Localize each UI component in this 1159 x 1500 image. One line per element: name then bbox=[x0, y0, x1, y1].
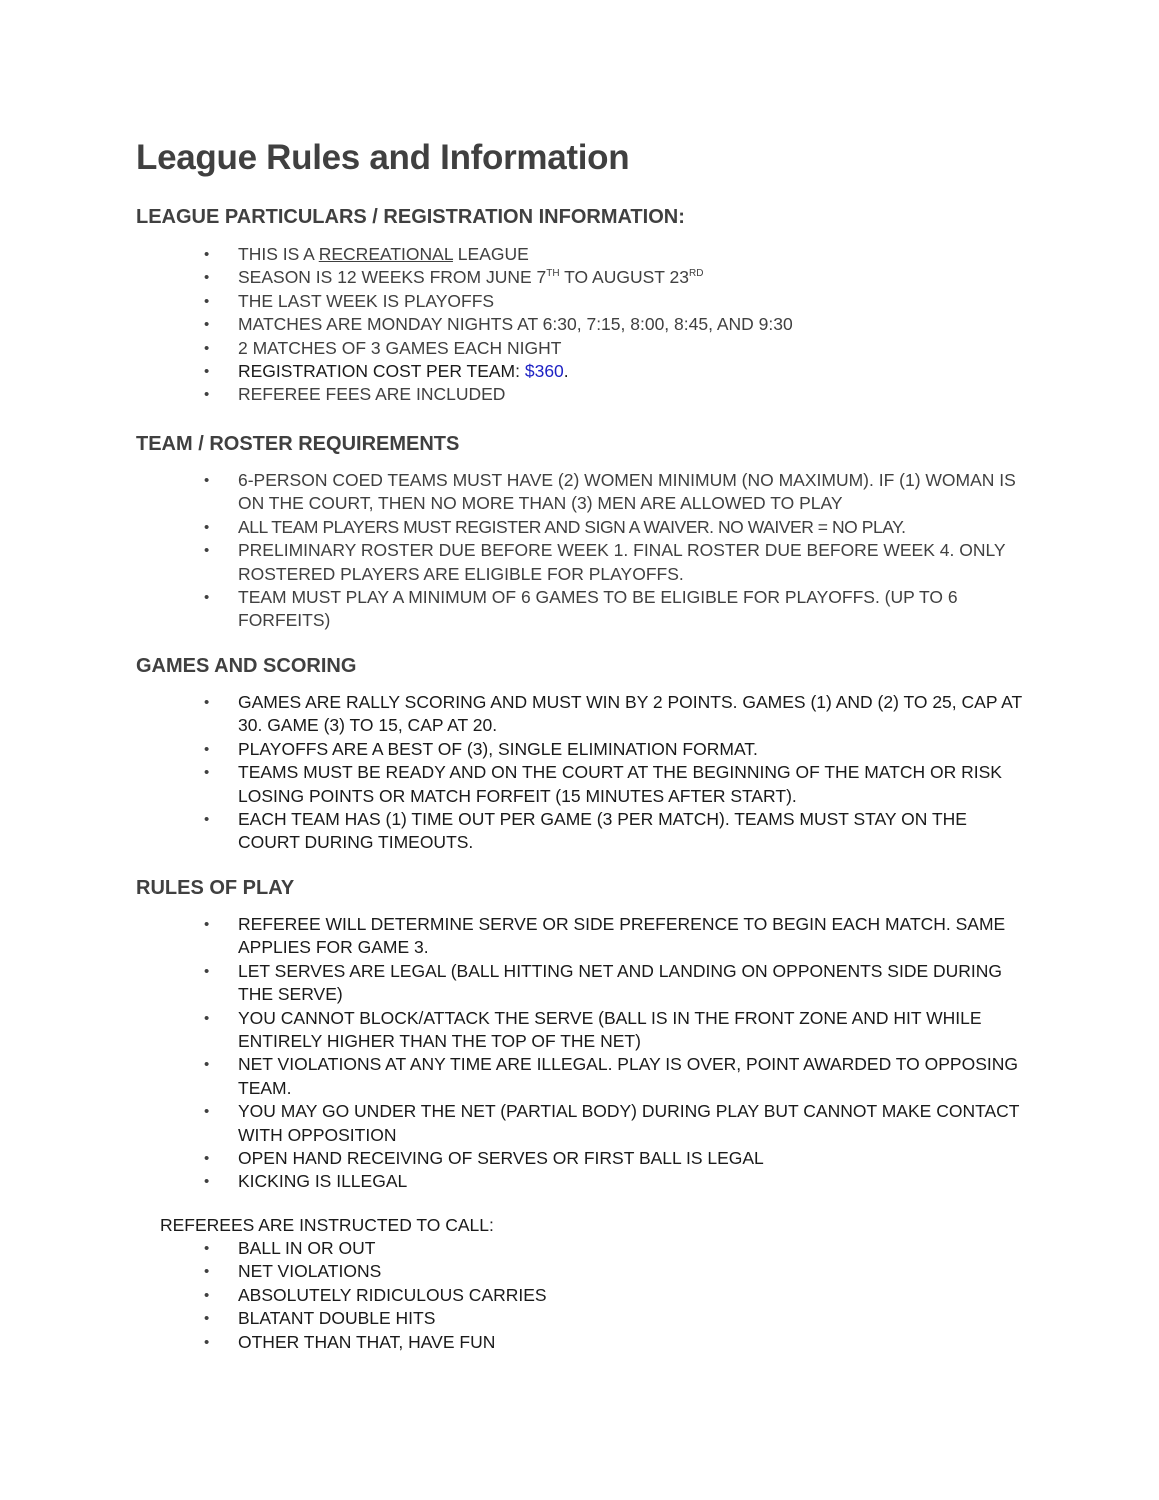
list-item bbox=[0, 1284, 1028, 1307]
list-item bbox=[0, 469, 1028, 516]
bullet-icon: • bbox=[204, 1310, 210, 1328]
item-text: EACH TEAM HAS (1) TIME OUT PER GAME (3 PER MATCH). TEAMS MUST STAY ON THE COURT DURING TIMEOUTS. bbox=[238, 809, 967, 853]
list-item bbox=[0, 1170, 1028, 1193]
bullet-icon: • bbox=[204, 811, 210, 829]
list-item bbox=[0, 1053, 1028, 1100]
scoring-list bbox=[0, 691, 1159, 855]
item-text: THE LAST WEEK IS PLAYOFFS bbox=[238, 290, 495, 311]
bullet-icon: • bbox=[204, 1286, 210, 1304]
item-text: . bbox=[563, 361, 569, 382]
item-text: 6-PERSON COED TEAMS MUST HAVE (2) WOMEN MINIMUM (NO MAXIMUM). IF (1) WOMAN IS ON THE COURT, THEN NO MORE THAN (3) MEN ARE ALLOWED TO PLAY bbox=[238, 470, 1016, 514]
recreational-underlined-text: RECREATIONAL bbox=[318, 244, 453, 264]
item-text: PLAYOFFS ARE A BEST OF (3), SINGLE ELIMINATION FORMAT. bbox=[238, 738, 758, 759]
ordinal-superscript: TH bbox=[546, 268, 560, 280]
item-text: TO AUGUST 23 bbox=[559, 267, 689, 288]
list-item bbox=[0, 1237, 1028, 1260]
section-heading-scoring: GAMES AND SCORING bbox=[136, 655, 357, 677]
bullet-icon: • bbox=[204, 694, 210, 711]
list-item bbox=[0, 266, 1028, 289]
bullet-icon: • bbox=[204, 1263, 210, 1281]
item-text: TEAM MUST PLAY A MINIMUM OF 6 GAMES TO BE ELIGIBLE FOR PLAYOFFS. (UP TO 6 FORFEITS) bbox=[238, 587, 958, 631]
list-item bbox=[0, 913, 1028, 960]
bullet-icon: • bbox=[204, 1333, 210, 1351]
bullet-icon: • bbox=[204, 740, 210, 758]
rules-list bbox=[0, 913, 1159, 1194]
item-text: NET VIOLATIONS AT ANY TIME ARE ILLEGAL. PLAY IS OVER, POINT AWARDED TO OPPOSING TEAM. bbox=[238, 1054, 1018, 1098]
bullet-icon: • bbox=[204, 916, 210, 933]
particulars-list bbox=[0, 243, 1159, 407]
section-heading-rules: RULES OF PLAY bbox=[136, 877, 295, 899]
list-item bbox=[0, 691, 1028, 738]
roster-list bbox=[0, 469, 1159, 633]
bullet-icon: • bbox=[204, 1240, 210, 1257]
list-item bbox=[0, 360, 1028, 383]
ordinal-superscript: RD bbox=[689, 268, 704, 280]
bullet-icon: • bbox=[204, 518, 210, 536]
bullet-icon: • bbox=[204, 1009, 210, 1027]
list-item bbox=[0, 539, 1028, 586]
list-item bbox=[0, 243, 1028, 266]
item-text: 2 MATCHES OF 3 GAMES EACH NIGHT bbox=[238, 337, 562, 358]
list-item bbox=[0, 516, 1028, 539]
bullet-icon: • bbox=[204, 363, 210, 381]
item-text: REGISTRATION COST PER TEAM: bbox=[238, 361, 525, 382]
item-text: PRELIMINARY ROSTER DUE BEFORE WEEK 1. FINAL ROSTER DUE BEFORE WEEK 4. ONLY ROSTERED PLAYERS ARE ELIGIBLE FOR PLAYOFFS. bbox=[238, 540, 1006, 584]
item-text: KICKING IS ILLEGAL bbox=[238, 1171, 408, 1192]
list-item bbox=[0, 1147, 1028, 1170]
item-text: REFEREE FEES ARE INCLUDED bbox=[238, 384, 506, 405]
list-item bbox=[0, 1100, 1028, 1147]
bullet-icon: • bbox=[204, 962, 210, 980]
item-text: SEASON IS 12 WEEKS FROM JUNE 7 bbox=[238, 267, 547, 288]
item-text: TEAMS MUST BE READY AND ON THE COURT AT THE BEGINNING OF THE MATCH OR RISK LOSING POINTS OR MATCH FORFEIT (15 MINUTES AFTER START). bbox=[238, 762, 1002, 806]
bullet-icon: • bbox=[204, 339, 210, 357]
bullet-icon: • bbox=[204, 386, 210, 404]
registration-price-link[interactable]: $360 bbox=[524, 361, 564, 382]
bullet-icon: • bbox=[204, 292, 210, 310]
list-item bbox=[0, 1331, 1028, 1354]
item-text: THIS IS A bbox=[238, 244, 319, 264]
bullet-icon: • bbox=[204, 589, 210, 607]
section-heading-particulars: LEAGUE PARTICULARS / REGISTRATION INFORMATION: bbox=[136, 206, 685, 228]
item-text: OTHER THAN THAT, HAVE FUN bbox=[238, 1331, 496, 1352]
page-title: League Rules and Information bbox=[136, 138, 630, 177]
bullet-icon: • bbox=[204, 1173, 210, 1191]
item-text: ABSOLUTELY RIDICULOUS CARRIES bbox=[238, 1284, 547, 1305]
item-text: LEAGUE bbox=[452, 244, 529, 264]
list-item bbox=[0, 313, 1028, 336]
item-text: REFEREE WILL DETERMINE SERVE OR SIDE PREFERENCE TO BEGIN EACH MATCH. SAME APPLIES FOR GAME 3. bbox=[238, 914, 1006, 958]
list-item bbox=[0, 1007, 1028, 1054]
bullet-icon: • bbox=[204, 1150, 210, 1168]
item-text: OPEN HAND RECEIVING OF SERVES OR FIRST BALL IS LEGAL bbox=[238, 1148, 764, 1169]
bullet-icon: • bbox=[204, 269, 210, 287]
item-text: GAMES ARE RALLY SCORING AND MUST WIN BY 2 POINTS. GAMES (1) AND (2) TO 25, CAP AT 30. GAME (3) TO 15, CAP AT 20. bbox=[238, 692, 1022, 736]
list-item bbox=[0, 1260, 1028, 1283]
referees-intro: REFEREES ARE INSTRUCTED TO CALL: bbox=[160, 1215, 494, 1235]
item-text: ALL TEAM PLAYERS MUST REGISTER AND SIGN A WAIVER. NO WAIVER = NO PLAY. bbox=[238, 516, 906, 537]
item-text: BALL IN OR OUT bbox=[238, 1238, 376, 1258]
item-text: NET VIOLATIONS bbox=[238, 1261, 382, 1282]
bullet-icon: • bbox=[204, 472, 210, 489]
referees-list bbox=[0, 1237, 1159, 1354]
item-text: MATCHES ARE MONDAY NIGHTS AT 6:30, 7:15, 8:00, 8:45, AND 9:30 bbox=[238, 314, 793, 335]
list-item bbox=[0, 383, 1028, 406]
section-heading-roster: TEAM / ROSTER REQUIREMENTS bbox=[136, 433, 460, 455]
bullet-icon: • bbox=[204, 316, 210, 334]
item-text: BLATANT DOUBLE HITS bbox=[238, 1308, 436, 1329]
list-item bbox=[0, 1307, 1028, 1330]
list-item bbox=[0, 808, 1028, 855]
bullet-icon: • bbox=[204, 1056, 210, 1074]
list-item bbox=[0, 337, 1028, 360]
list-item bbox=[0, 761, 1028, 808]
item-text: LET SERVES ARE LEGAL (BALL HITTING NET AND LANDING ON OPPONENTS SIDE DURING THE SERVE) bbox=[238, 960, 1003, 1005]
bullet-icon: • bbox=[204, 1103, 210, 1121]
bullet-icon: • bbox=[204, 246, 210, 263]
list-item bbox=[0, 738, 1028, 761]
list-item bbox=[0, 290, 1028, 313]
item-text: YOU CANNOT BLOCK/ATTACK THE SERVE (BALL IS IN THE FRONT ZONE AND HIT WHILE ENTIRELY HIGHER THAN THE TOP OF THE NET) bbox=[238, 1007, 982, 1052]
item-text: YOU MAY GO UNDER THE NET (PARTIAL BODY) DURING PLAY BUT CANNOT MAKE CONTACT WITH OPPOSITION bbox=[238, 1101, 1020, 1145]
list-item bbox=[0, 960, 1028, 1007]
bullet-icon: • bbox=[204, 542, 210, 560]
bullet-icon: • bbox=[204, 764, 210, 782]
list-item bbox=[0, 586, 1028, 633]
